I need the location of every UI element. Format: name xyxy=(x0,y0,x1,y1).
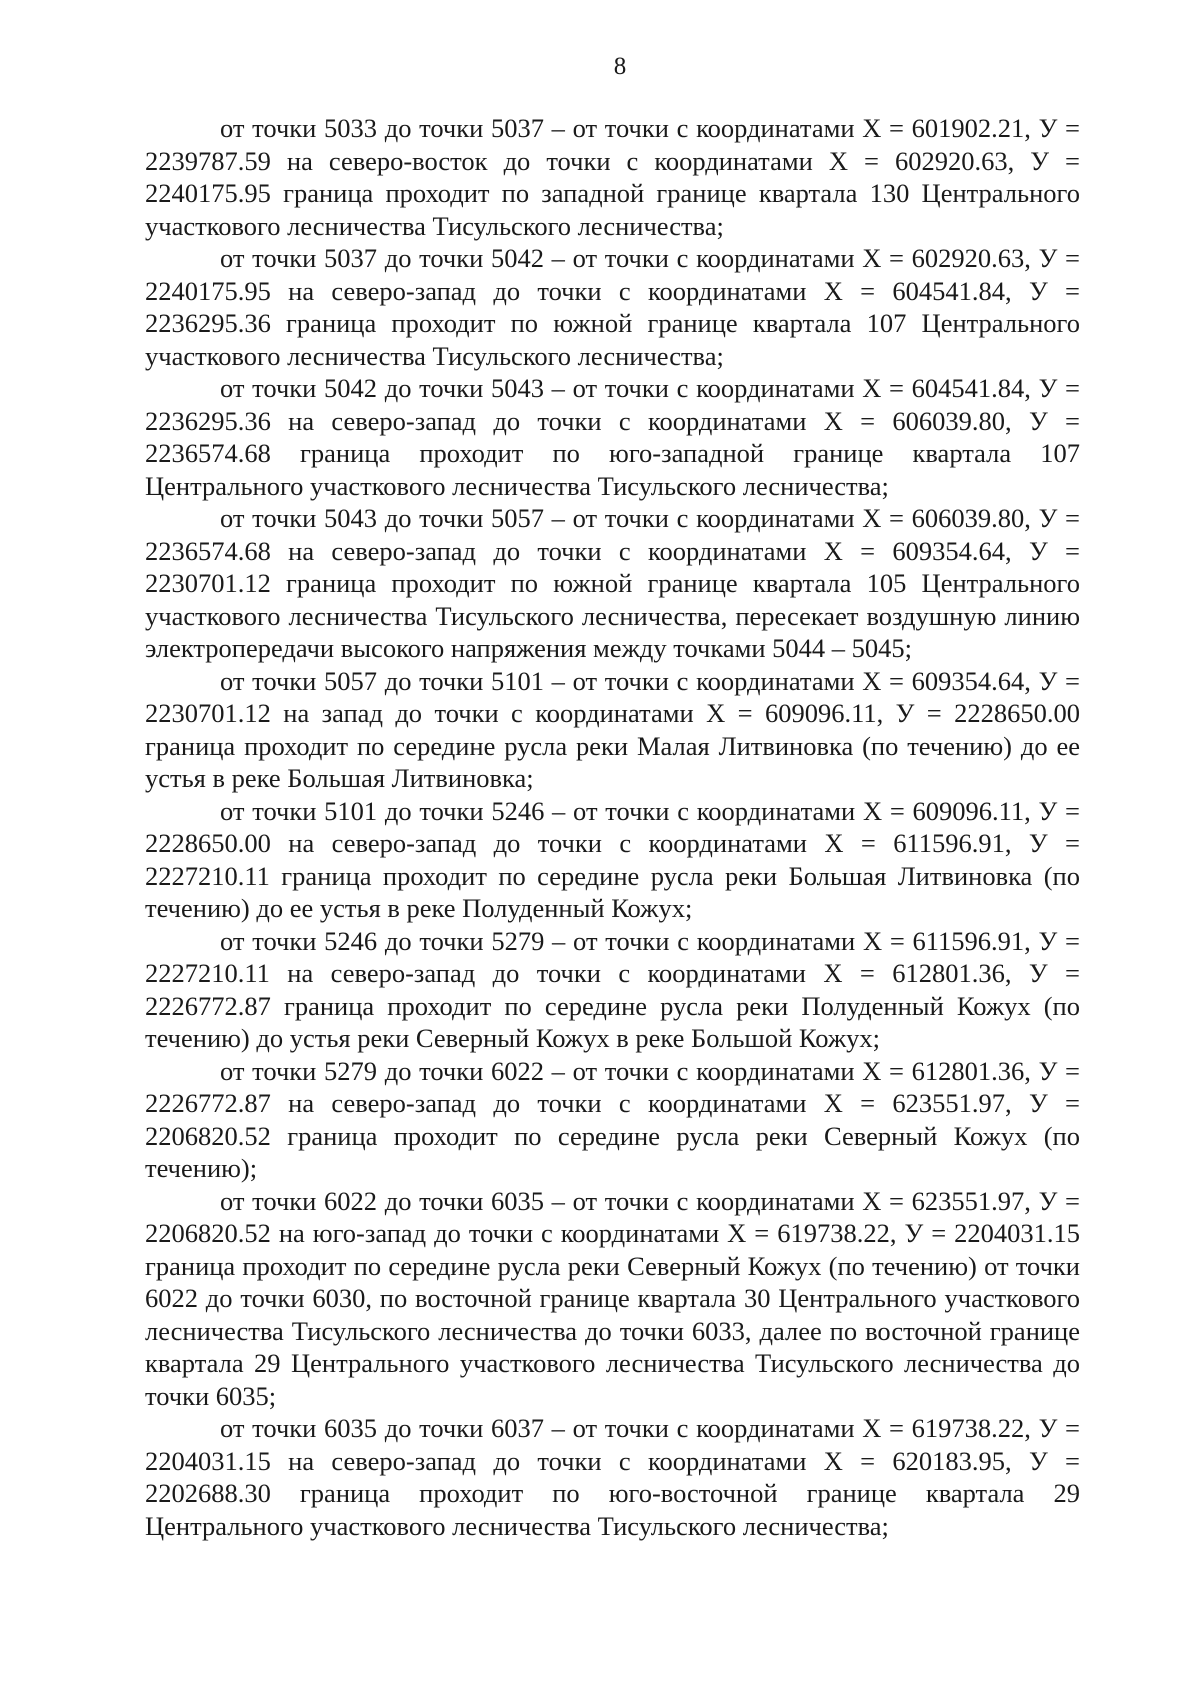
boundary-segment-paragraph: от точки 6035 до точки 6037 – от точки с координатами Х = 619738.22, У = 2204031.15 на северо-запад до точки с координатами Х = 620183.95, У = 2202688.30 граница проходит по юго-восточной границе квартала 29 Центрального участкового лесничества Тисульского лесничества; xyxy=(145,1413,1080,1541)
boundary-segment-paragraph: от точки 5101 до точки 5246 – от точки с координатами Х = 609096.11, У = 2228650.00 на северо-запад до точки с координатами Х = 611596.91, У = 2227210.11 граница проходит по середине русла реки Большая Литвиновка (по течению) до ее устья в реке Полуденный Кожух; xyxy=(145,795,1080,923)
document-body xyxy=(145,112,1080,1542)
page-number: 8 xyxy=(613,53,627,80)
boundary-segment-paragraph: от точки 5057 до точки 5101 – от точки с координатами Х = 609354.64, У = 2230701.12 на запад до точки с координатами Х = 609096.11, У = 2228650.00 граница проходит по середине русла реки Малая Литвиновка (по течению) до ее устья в реке Большая Литвиновка; xyxy=(145,665,1080,793)
boundary-segment-paragraph: от точки 6022 до точки 6035 – от точки с координатами Х = 623551.97, У = 2206820.52 на юго-запад до точки с координатами Х = 619738.22, У = 2204031.15 граница проходит по середине русла реки Северный Кожух (по течению) от точки 6022 до точки 6030, по восточной границе квартала 30 Центрального участкового лесничества Тисульского лесничества до точки 6033, далее по восточной границе квартала 29 Центрального участкового лесничества Тисульского лесничества до точки 6035; xyxy=(145,1185,1080,1411)
boundary-segment-paragraph: от точки 5037 до точки 5042 – от точки с координатами Х = 602920.63, У = 2240175.95 на северо-запад до точки с координатами Х = 604541.84, У = 2236295.36 граница проходит по южной границе квартала 107 Центрального участкового лесничества Тисульского лесничества; xyxy=(145,243,1080,371)
boundary-segment-paragraph: от точки 5043 до точки 5057 – от точки с координатами Х = 606039.80, У = 2236574.68 на северо-запад до точки с координатами Х = 609354.64, У = 2230701.12 граница проходит по южной границе квартала 105 Центрального участкового лесничества Тисульского лесничества, пересекает воздушную линию электропередачи высокого напряжения между точками 5044 – 5045; xyxy=(145,503,1080,663)
boundary-segment-paragraph: от точки 5042 до точки 5043 – от точки с координатами Х = 604541.84, У = 2236295.36 на северо-запад до точки с координатами Х = 606039.80, У = 2236574.68 граница проходит по юго-западной границе квартала 107 Центрального участкового лесничества Тисульского лесничества; xyxy=(145,373,1080,501)
boundary-segment-paragraph: от точки 5033 до точки 5037 – от точки с координатами Х = 601902.21, У = 2239787.59 на северо-восток до точки с координатами Х = 602920.63, У = 2240175.95 граница проходит по западной границе квартала 130 Центрального участкового лесничества Тисульского лесничества; xyxy=(145,113,1080,241)
boundary-segment-paragraph: от точки 5279 до точки 6022 – от точки с координатами Х = 612801.36, У = 2226772.87 на северо-запад до точки с координатами Х = 623551.97, У = 2206820.52 граница проходит по середине русла реки Северный Кожух (по течению); xyxy=(145,1055,1080,1183)
boundary-segment-paragraph: от точки 5246 до точки 5279 – от точки с координатами Х = 611596.91, У = 2227210.11 на северо-запад до точки с координатами Х = 612801.36, У = 2226772.87 граница проходит по середине русла реки Полуденный Кожух (по течению) до устья реки Северный Кожух в реке Большой Кожух; xyxy=(145,925,1080,1053)
